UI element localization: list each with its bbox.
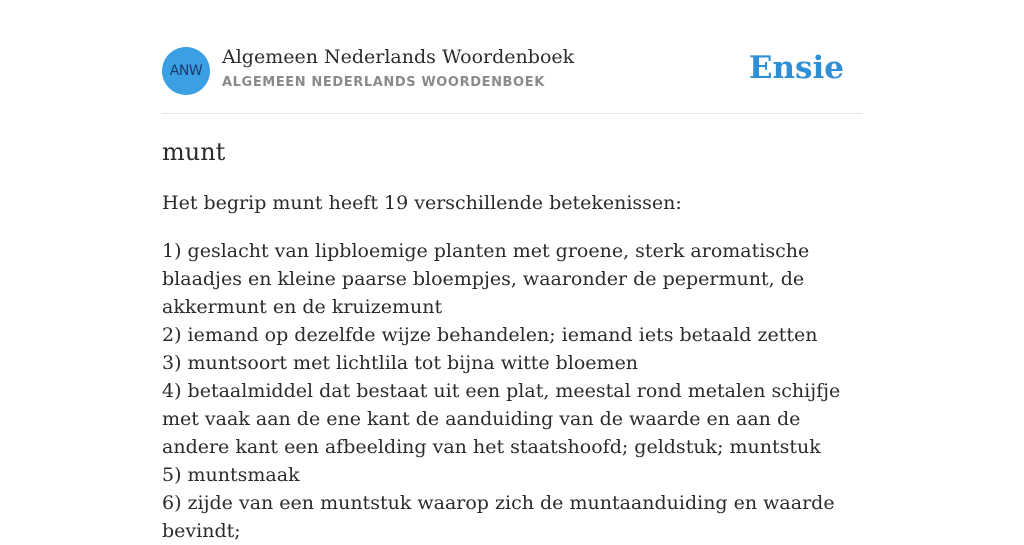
- meaning-item: 6) zijde van een muntstuk waarop zich de muntaanduiding en waarde bevindt;: [162, 492, 835, 542]
- meaning-item: 1) geslacht van lipbloemige planten met groene, sterk aromatische blaadjes en kleine paarse bloempjes, waaronder de pepermunt, de akkermunt en de kruizemunt: [162, 240, 810, 318]
- source-title[interactable]: Algemeen Nederlands Woordenboek: [222, 46, 575, 68]
- meanings-list: [162, 237, 862, 545]
- header-divider: [162, 113, 862, 114]
- brand-logo[interactable]: Ensie: [748, 50, 844, 86]
- meaning-item: 4) betaalmiddel dat bestaat uit een plat, meestal rond metalen schijfje met vaak aan de ene kant de aanduiding van de waarde en aan de andere kant een afbeelding van het staatshoofd; geldstuk; muntstuk: [162, 380, 841, 458]
- entry-word: munt: [162, 138, 226, 166]
- source-subtitle: ALGEMEEN NEDERLANDS WOORDENBOEK: [222, 75, 545, 90]
- meaning-item: 5) muntsmaak: [162, 464, 300, 486]
- source-header: [162, 46, 862, 96]
- meaning-item: 3) muntsoort met lichtlila tot bijna witte bloemen: [162, 352, 639, 374]
- entry-intro: Het begrip munt heeft 19 verschillende betekenissen:: [162, 192, 682, 214]
- meaning-item: 2) iemand op dezelfde wijze behandelen; iemand iets betaald zetten: [162, 324, 818, 346]
- source-logo[interactable]: ANW: [162, 47, 210, 95]
